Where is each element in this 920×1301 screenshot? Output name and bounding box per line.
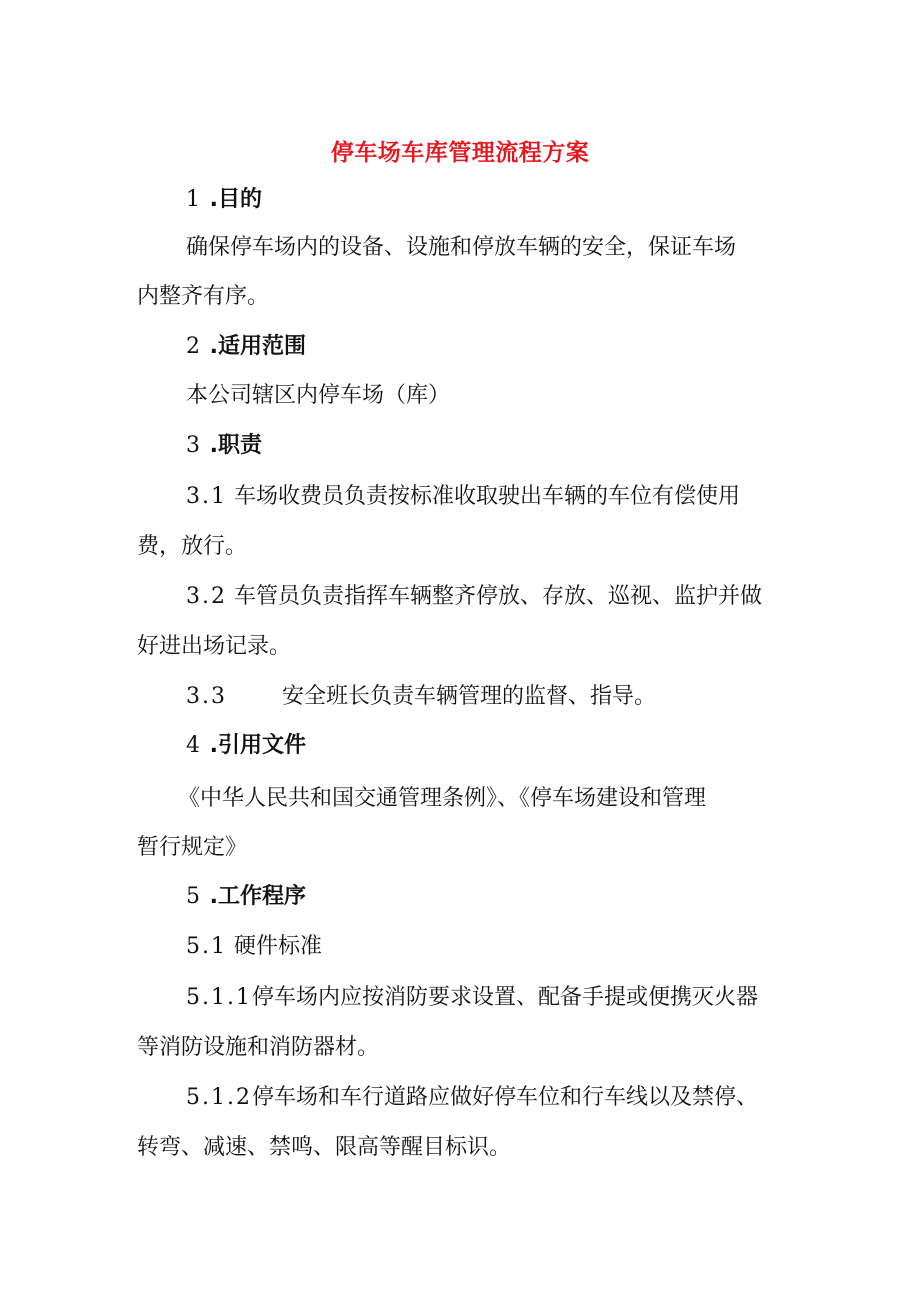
section-number: 3 xyxy=(186,433,202,458)
section-number: 5 xyxy=(186,884,202,909)
item-3-1 xyxy=(186,482,740,512)
item-number: 5.1.1 xyxy=(186,985,252,1010)
section-4-heading xyxy=(186,731,306,761)
item-text: 硬件标准 xyxy=(234,934,323,959)
section-2-body: 本公司辖区内停车场（库） xyxy=(186,383,451,408)
item-text: 车场收费员负责按标准收取驶出车辆的车位有偿使用 xyxy=(234,484,741,509)
section-title: .目的 xyxy=(209,187,263,212)
section-1-heading xyxy=(186,185,262,215)
item-3-2 xyxy=(186,582,762,612)
item-text: 车管员负责指挥车辆整齐停放、存放、巡视、监护并做 xyxy=(234,584,763,609)
item-3-1-continuation: 费，放行。 xyxy=(137,534,248,559)
section-number: 4 xyxy=(186,733,202,758)
item-5-1 xyxy=(186,932,322,962)
section-2-heading xyxy=(186,332,306,362)
item-number: 3.1 xyxy=(186,484,227,509)
item-5-1-2-continuation: 转弯、减速、禁鸣、限高等醒目标识。 xyxy=(137,1135,512,1160)
section-4-body-line-2: 暂行规定》 xyxy=(137,835,248,860)
section-title: .适用范围 xyxy=(209,334,307,359)
section-number: 1 xyxy=(186,187,202,212)
item-3-2-continuation: 好进出场记录。 xyxy=(137,634,292,659)
section-4-body-line-1: 《中华人民共和国交通管理条例》、《停车场建设和管理 xyxy=(178,786,707,811)
section-1-body-line-2: 内整齐有序。 xyxy=(137,284,270,309)
item-number: 5.1 xyxy=(186,934,227,959)
section-5-heading xyxy=(186,882,306,912)
item-5-1-1-continuation: 等消防设施和消防器材。 xyxy=(137,1035,380,1060)
item-number: 5.1.2 xyxy=(186,1085,252,1110)
item-number: 3.3 xyxy=(186,684,227,709)
item-number: 3.2 xyxy=(186,584,227,609)
item-text: 安全班长负责车辆管理的监督、指导。 xyxy=(282,684,657,709)
item-3-3 xyxy=(186,682,656,712)
section-title: .工作程序 xyxy=(209,884,307,909)
document-title: 停车场车库管理流程方案 xyxy=(330,140,590,166)
section-number: 2 xyxy=(186,334,202,359)
item-text: 停车场和车行道路应做好停车位和行车线以及禁停、 xyxy=(251,1085,758,1110)
item-5-1-2 xyxy=(186,1083,758,1113)
section-3-heading xyxy=(186,431,262,461)
section-title: .职责 xyxy=(209,433,263,458)
section-1-body-line-1: 确保停车场内的设备、设施和停放车辆的安全，保证车场 xyxy=(186,235,737,260)
item-text: 停车场内应按消防要求设置、配备手提或便携灭火器 xyxy=(251,985,758,1010)
section-title: .引用文件 xyxy=(209,733,307,758)
item-5-1-1 xyxy=(186,983,758,1013)
